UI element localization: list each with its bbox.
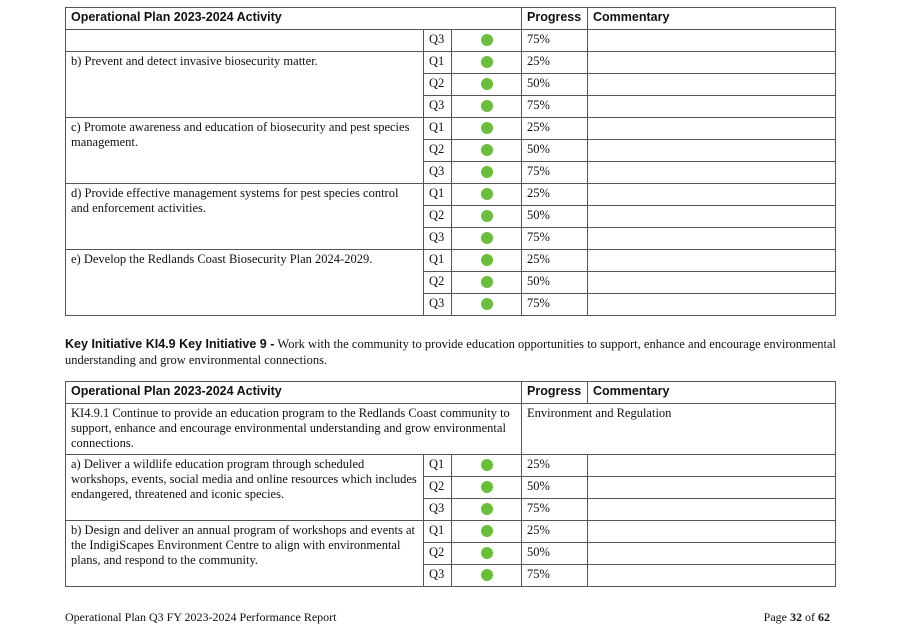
status-dot-icon — [481, 122, 493, 134]
table-body — [66, 404, 836, 587]
status-cell — [452, 543, 522, 565]
commentary-cell — [588, 140, 836, 162]
progress-cell: 75% — [522, 565, 588, 587]
operational-plan-table-education — [65, 381, 836, 587]
table-row — [66, 30, 836, 52]
progress-cell: 75% — [522, 30, 588, 52]
progress-cell: 50% — [522, 543, 588, 565]
commentary-cell — [588, 250, 836, 272]
table-header-row — [66, 382, 836, 404]
status-cell — [452, 455, 522, 477]
quarter-cell: Q3 — [424, 294, 452, 316]
status-dot-icon — [481, 188, 493, 200]
quarter-cell: Q3 — [424, 499, 452, 521]
table-header-row — [66, 8, 836, 30]
status-cell — [452, 499, 522, 521]
intro-row — [66, 404, 836, 455]
table-row — [66, 52, 836, 74]
quarter-cell: Q1 — [424, 184, 452, 206]
progress-cell: 75% — [522, 162, 588, 184]
status-cell — [452, 96, 522, 118]
commentary-cell — [588, 184, 836, 206]
quarter-cell: Q1 — [424, 455, 452, 477]
status-dot-icon — [481, 210, 493, 222]
table-row — [66, 118, 836, 140]
activity-cell: b) Prevent and detect invasive biosecurity matter. — [66, 52, 424, 118]
status-cell — [452, 521, 522, 543]
commentary-cell — [588, 30, 836, 52]
quarter-cell: Q2 — [424, 543, 452, 565]
status-dot-icon — [481, 298, 493, 310]
quarter-cell: Q3 — [424, 565, 452, 587]
progress-header: Progress — [522, 8, 588, 30]
status-dot-icon — [481, 276, 493, 288]
status-dot-icon — [481, 481, 493, 493]
total-pages: 62 — [818, 610, 830, 624]
quarter-cell: Q2 — [424, 140, 452, 162]
quarter-cell: Q2 — [424, 74, 452, 96]
commentary-cell — [588, 206, 836, 228]
progress-cell: 25% — [522, 455, 588, 477]
status-cell — [452, 118, 522, 140]
commentary-cell — [588, 477, 836, 499]
status-cell — [452, 228, 522, 250]
progress-cell: 25% — [522, 184, 588, 206]
quarter-cell: Q1 — [424, 52, 452, 74]
table-row — [66, 521, 836, 543]
quarter-cell: Q1 — [424, 521, 452, 543]
status-dot-icon — [481, 78, 493, 90]
quarter-cell: Q3 — [424, 96, 452, 118]
key-initiative-text: Work with the community to provide education opportunities to support, enhance and encourage environmental understanding and grow environmental connections. — [65, 337, 837, 367]
quarter-cell: Q2 — [424, 272, 452, 294]
progress-header: Progress — [522, 382, 588, 404]
status-cell — [452, 272, 522, 294]
quarter-cell: Q3 — [424, 162, 452, 184]
status-cell — [452, 74, 522, 96]
status-dot-icon — [481, 34, 493, 46]
commentary-cell — [588, 52, 836, 74]
activity-cell: b) Design and deliver an annual program of workshops and events at the IndigiScapes Environment Centre to align with environmental plans, and respond to the community. — [66, 521, 424, 587]
progress-cell: 25% — [522, 521, 588, 543]
page-of: of — [802, 610, 818, 624]
status-cell — [452, 206, 522, 228]
footer-report-title: Operational Plan Q3 FY 2023-2024 Performance Report — [65, 610, 337, 624]
status-cell — [452, 52, 522, 74]
commentary-cell — [588, 499, 836, 521]
status-dot-icon — [481, 100, 493, 112]
status-dot-icon — [481, 459, 493, 471]
activity-cell: d) Provide effective management systems for pest species control and enforcement activities. — [66, 184, 424, 250]
status-dot-icon — [481, 547, 493, 559]
current-page: 32 — [790, 610, 802, 624]
quarter-cell: Q3 — [424, 228, 452, 250]
status-dot-icon — [481, 144, 493, 156]
commentary-cell — [588, 521, 836, 543]
progress-cell: 75% — [522, 499, 588, 521]
status-dot-icon — [481, 254, 493, 266]
quarter-cell: Q1 — [424, 250, 452, 272]
table-row — [66, 455, 836, 477]
progress-cell: 50% — [522, 74, 588, 96]
progress-cell: 25% — [522, 52, 588, 74]
quarter-cell: Q2 — [424, 206, 452, 228]
quarter-cell: Q1 — [424, 118, 452, 140]
progress-cell: 75% — [522, 294, 588, 316]
footer-page-number — [764, 610, 830, 625]
status-cell — [452, 477, 522, 499]
commentary-cell — [588, 272, 836, 294]
progress-cell: 75% — [522, 228, 588, 250]
key-initiative-paragraph — [65, 336, 836, 368]
activity-cell: a) Deliver a wildlife education program through scheduled workshops, events, social media and online resources which includes endangered, threatened and iconic species. — [66, 455, 424, 521]
status-cell — [452, 140, 522, 162]
activity-cell: e) Develop the Redlands Coast Biosecurity Plan 2024-2029. — [66, 250, 424, 316]
progress-cell: 25% — [522, 118, 588, 140]
intro-department: Environment and Regulation — [522, 404, 836, 455]
page-prefix: Page — [763, 610, 790, 624]
commentary-cell — [588, 162, 836, 184]
activity-header: Operational Plan 2023-2024 Activity — [66, 8, 522, 30]
quarter-cell: Q3 — [424, 30, 452, 52]
key-initiative-label: Key Initiative KI4.9 Key Initiative 9 - — [65, 337, 275, 351]
commentary-header: Commentary — [588, 382, 836, 404]
status-dot-icon — [481, 56, 493, 68]
status-cell — [452, 30, 522, 52]
quarter-cell: Q2 — [424, 477, 452, 499]
status-cell — [452, 294, 522, 316]
table-row — [66, 184, 836, 206]
commentary-cell — [588, 543, 836, 565]
operational-plan-table-biosecurity — [65, 7, 836, 316]
status-dot-icon — [481, 569, 493, 581]
commentary-cell — [588, 228, 836, 250]
commentary-header: Commentary — [588, 8, 836, 30]
status-cell — [452, 162, 522, 184]
commentary-cell — [588, 294, 836, 316]
progress-cell: 50% — [522, 206, 588, 228]
table-row — [66, 250, 836, 272]
activity-header: Operational Plan 2023-2024 Activity — [66, 382, 522, 404]
activity-cell: c) Promote awareness and education of biosecurity and pest species management. — [66, 118, 424, 184]
commentary-cell — [588, 96, 836, 118]
status-cell — [452, 250, 522, 272]
commentary-cell — [588, 118, 836, 140]
activity-cell — [66, 30, 424, 52]
status-cell — [452, 184, 522, 206]
status-dot-icon — [481, 232, 493, 244]
status-dot-icon — [481, 503, 493, 515]
progress-cell: 50% — [522, 140, 588, 162]
commentary-cell — [588, 455, 836, 477]
status-dot-icon — [481, 166, 493, 178]
progress-cell: 25% — [522, 250, 588, 272]
commentary-cell — [588, 74, 836, 96]
status-dot-icon — [481, 525, 493, 537]
intro-activity: KI4.9.1 Continue to provide an education program to the Redlands Coast community to support, enhance and encourage environmental understanding and grow environmental connections. — [66, 404, 522, 455]
progress-cell: 75% — [522, 96, 588, 118]
status-cell — [452, 565, 522, 587]
commentary-cell — [588, 565, 836, 587]
table-body — [66, 30, 836, 316]
progress-cell: 50% — [522, 272, 588, 294]
progress-cell: 50% — [522, 477, 588, 499]
